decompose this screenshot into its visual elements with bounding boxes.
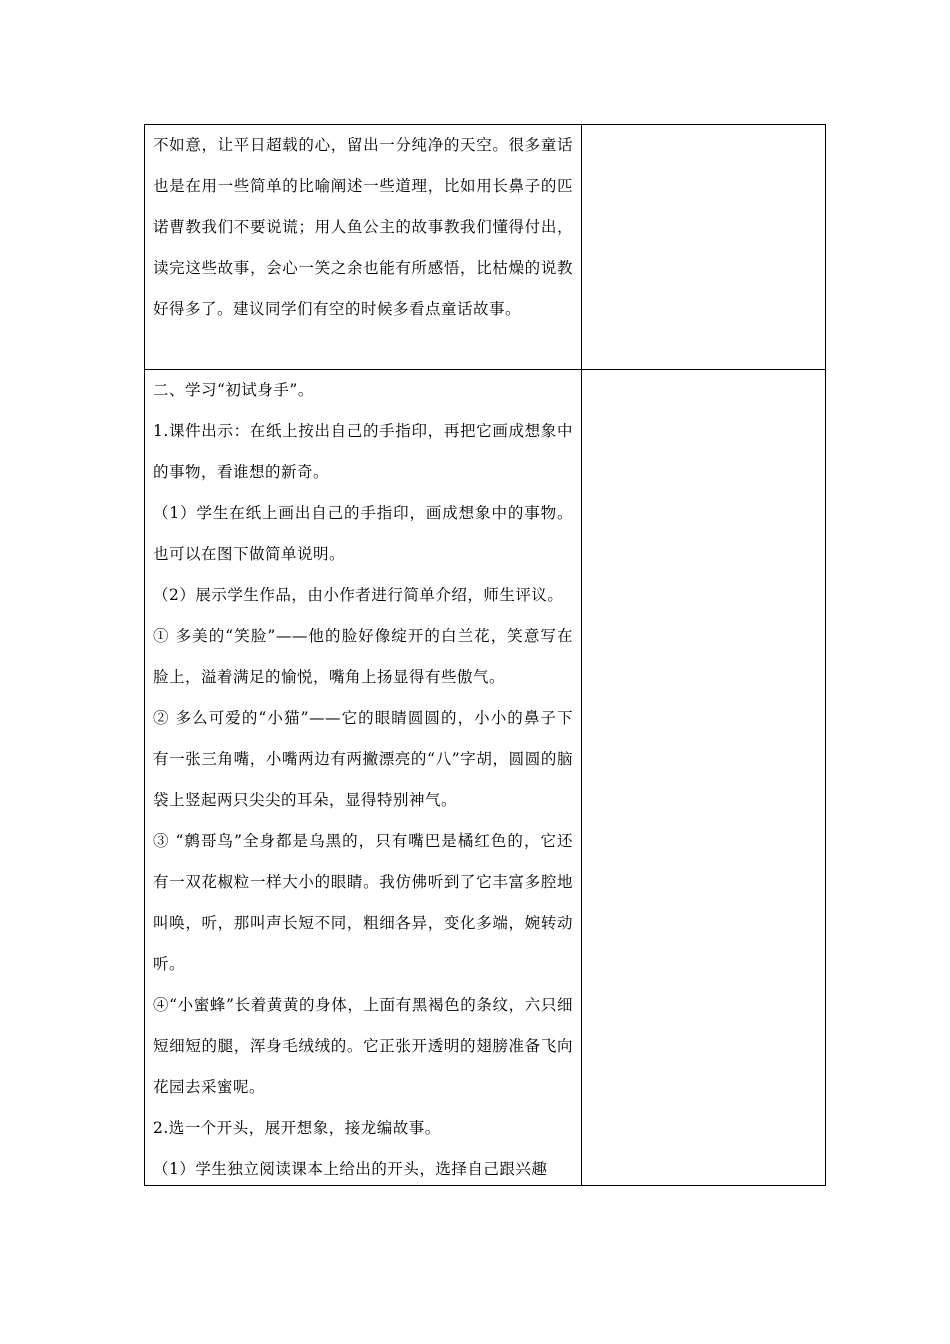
lesson-table: [144, 124, 826, 1186]
notes-cell: [582, 125, 826, 370]
paragraph: （2）展示学生作品，由小作者进行简单介绍，师生评议。: [153, 586, 564, 604]
paragraph: 不如意，让平日超载的心，留出一分纯净的天空。很多童话也是在用一些简单的比喻阐述一些道理，比如用长鼻子的匹诺曹教我们不要说谎；用人鱼公主的故事教我们懂得付出，读完这些故事，会心一笑之余也能有所感悟，比枯燥的说教好得多了。建议同学们有空的时候多看点童话故事。: [153, 136, 573, 318]
content-cell: [145, 370, 582, 1186]
paragraph: 2.选一个开头，展开想象，接龙编故事。: [153, 1119, 441, 1137]
paragraph: （1）学生独立阅读课本上给出的开头，选择自己跟兴趣: [153, 1160, 548, 1178]
paragraph: （1）学生在纸上画出自己的手指印，画成想象中的事物。也可以在图下做简单说明。: [153, 504, 573, 563]
paragraph: 1.课件出示：在纸上按出自己的手指印，再把它画成想象中的事物，看谁想的新奇。: [153, 422, 573, 481]
paragraph: ① 多美的“笑脸”——他的脸好像绽开的白兰花，笑意写在脸上，溢着满足的愉悦，嘴角上扬显得有些傲气。: [153, 627, 573, 686]
table-row: [145, 370, 826, 1186]
paragraph: ② 多么可爱的“小猫”——它的眼睛圆圆的，小小的鼻子下有一张三角嘴，小嘴两边有两撇漂亮的“八”字胡，圆圆的脑袋上竖起两只尖尖的耳朵，显得特别神气。: [153, 709, 573, 809]
paragraph: ③ “鹩哥鸟”全身都是乌黑的，只有嘴巴是橘红色的，它还有一双花椒粒一样大小的眼睛。我仿佛听到了它丰富多腔地叫唤，听，那叫声长短不同，粗细各异，变化多端，婉转动听。: [153, 832, 573, 973]
section-heading: 二、学习“初试身手”。: [153, 381, 314, 399]
paragraph: ④“小蜜蜂”长着黄黄的身体，上面有黑褐色的条纹，六只细短细短的腿，浑身毛绒绒的。它正张开透明的翅膀准备飞向花园去采蜜呢。: [153, 996, 573, 1096]
content-cell: [145, 125, 582, 370]
table-row: [145, 125, 826, 370]
notes-cell: [582, 370, 826, 1186]
